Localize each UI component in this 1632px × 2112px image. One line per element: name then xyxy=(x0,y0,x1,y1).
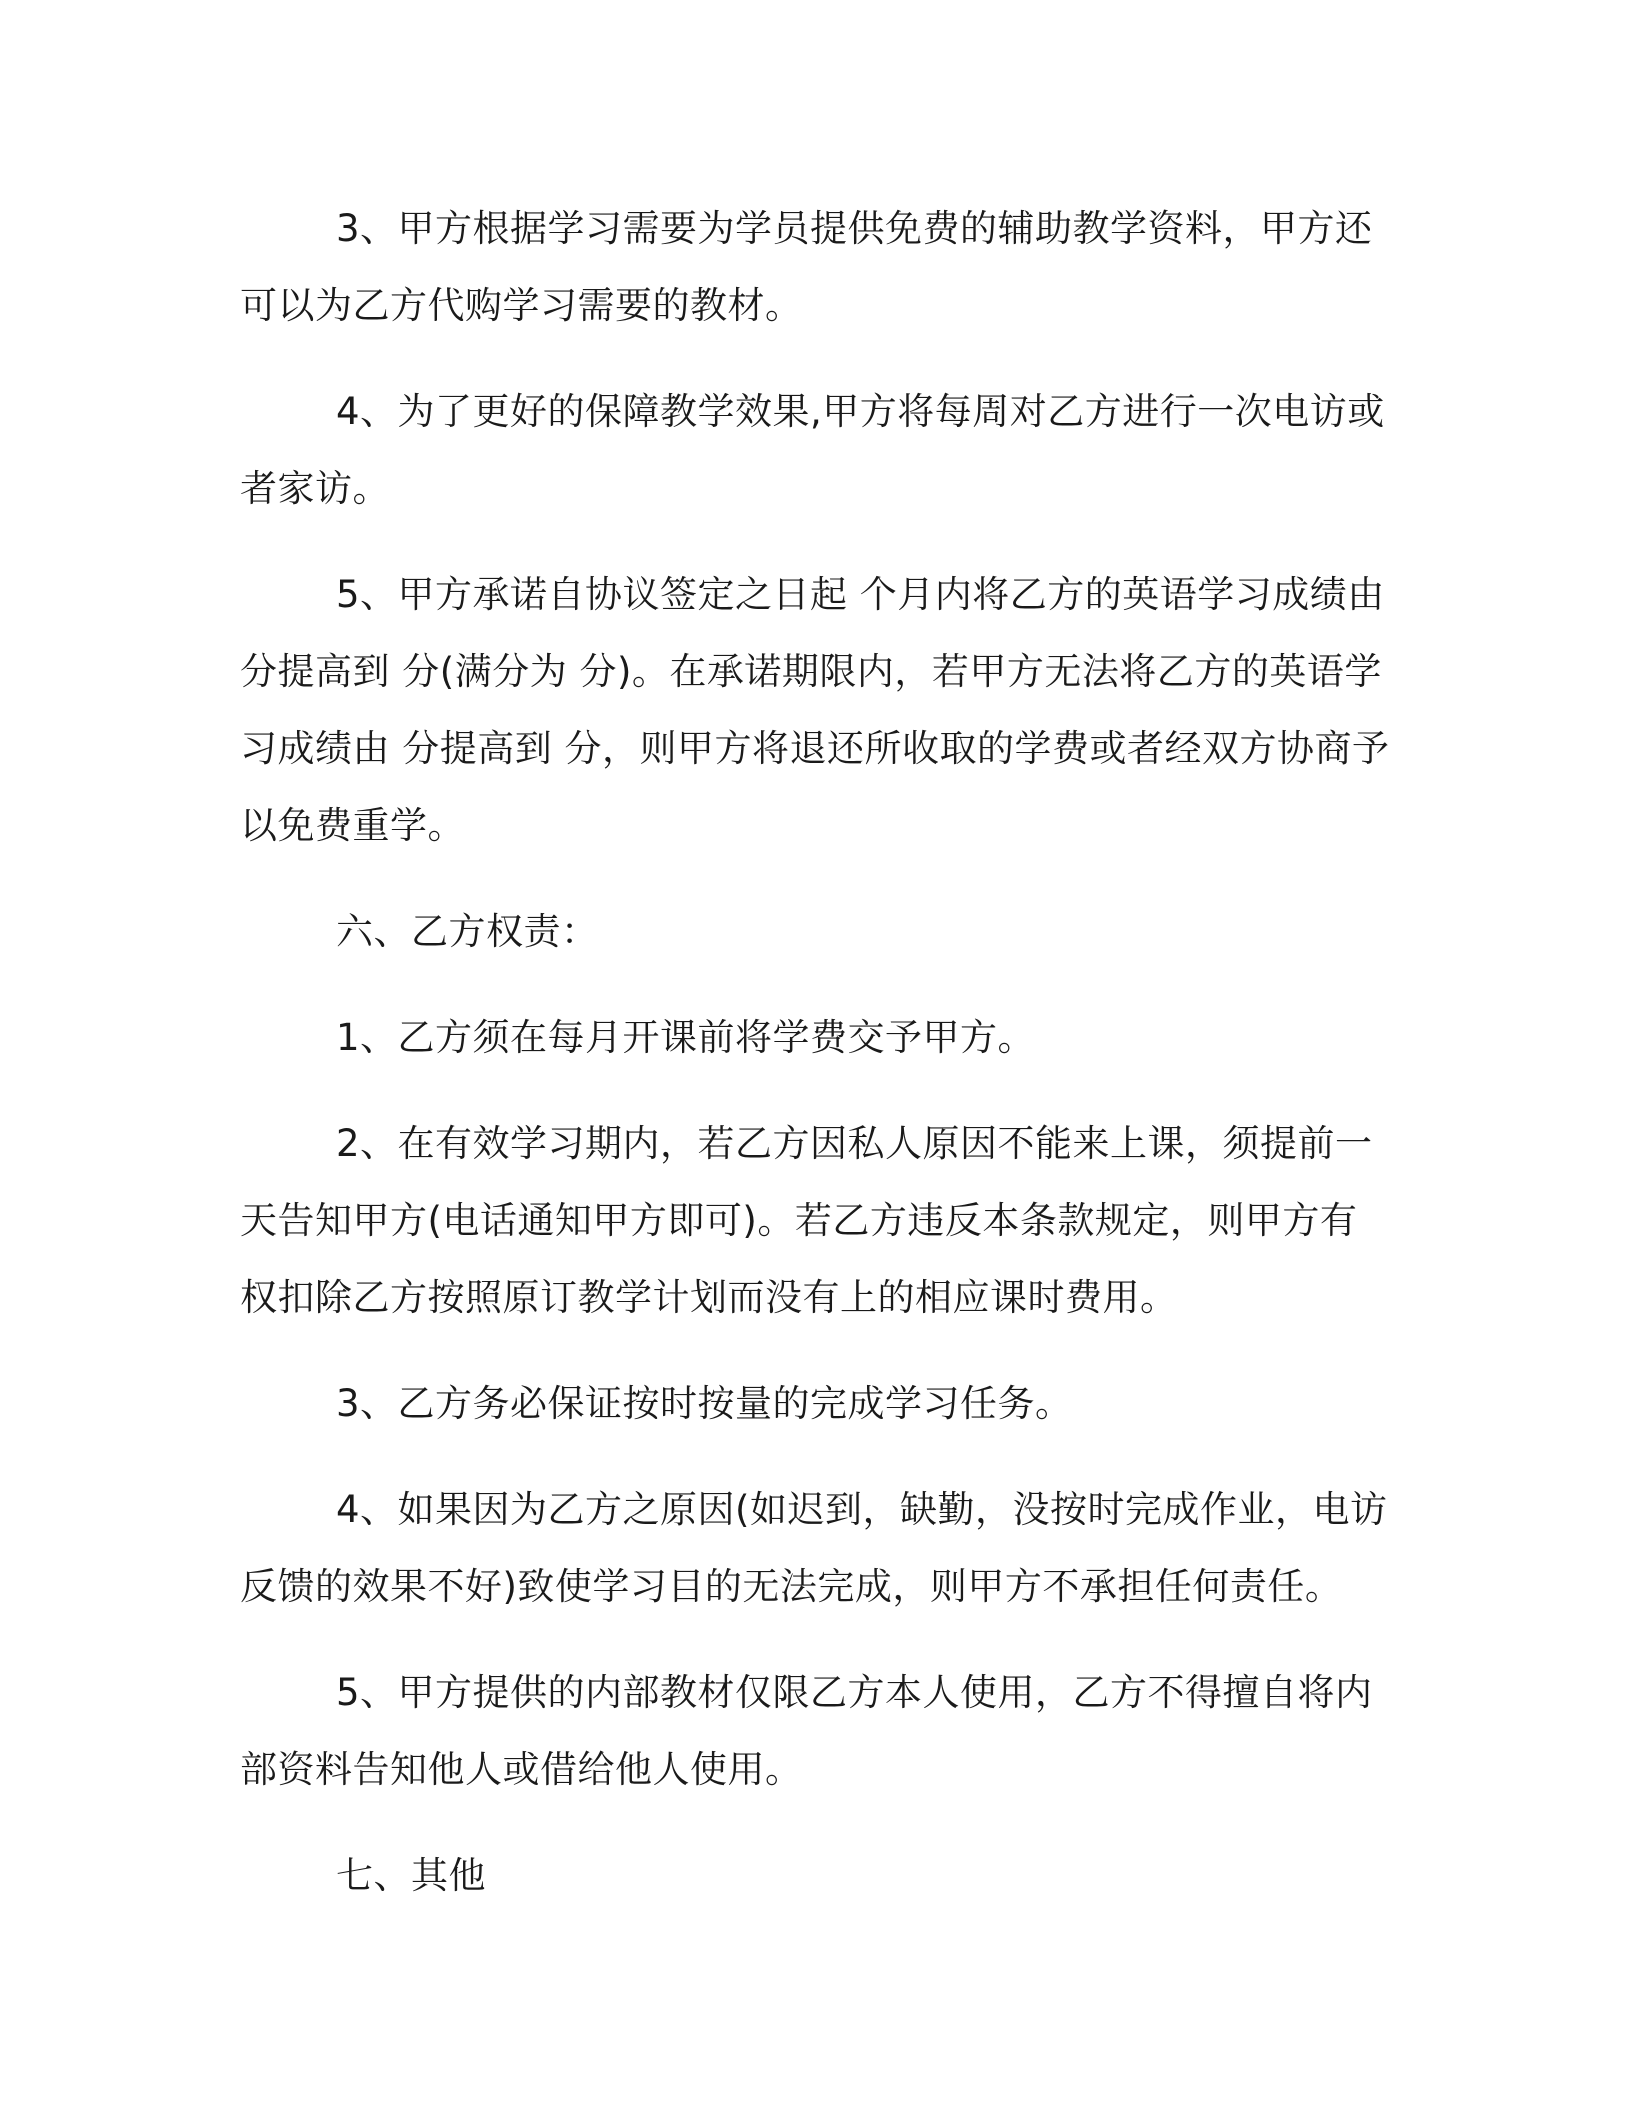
clause-4-liability-exemption: 4、如果因为乙方之原因(如迟到，缺勤，没按时完成作业，电访反馈的效果不好)致使学习目的无法完成，则甲方不承担任何责任。 xyxy=(240,1488,1388,1608)
clause-5-internal-materials: 5、甲方提供的内部教材仅限乙方本人使用，乙方不得擅自将内部资料告知他人或借给他人使用。 xyxy=(240,1671,1373,1791)
section-heading-party-b-rights: 六、乙方权责： xyxy=(336,910,599,953)
clause-2-absence-notice: 2、在有效学习期内，若乙方因私人原因不能来上课，须提前一天告知甲方(电话通知甲方即可)。若乙方违反本条款规定，则甲方有权扣除乙方按照原订教学计划而没有上的相应课时费用。 xyxy=(240,1122,1373,1319)
section-heading-other: 七、其他 xyxy=(336,1854,486,1897)
clause-4-phone-home-visits: 4、为了更好的保障教学效果,甲方将每周对乙方进行一次电访或者家访。 xyxy=(240,390,1385,510)
clause-5-score-commitment: 5、甲方承诺自协议签定之日起 个月内将乙方的英语学习成绩由 分提高到 分(满分为 分)。在承诺期限内，若甲方无法将乙方的英语学习成绩由 分提高到 分，则甲方将退还所收取的学费或者经双方协商予以免费重学。 xyxy=(240,573,1390,847)
clause-1-tuition-payment: 1、乙方须在每月开课前将学费交予甲方。 xyxy=(336,1016,1036,1059)
clause-3-teaching-materials: 3、甲方根据学习需要为学员提供免费的辅助教学资料，甲方还可以为乙方代购学习需要的教材。 xyxy=(240,207,1373,327)
clause-3-complete-tasks: 3、乙方务必保证按时按量的完成学习任务。 xyxy=(336,1382,1073,1425)
document-body xyxy=(240,190,1390,1943)
